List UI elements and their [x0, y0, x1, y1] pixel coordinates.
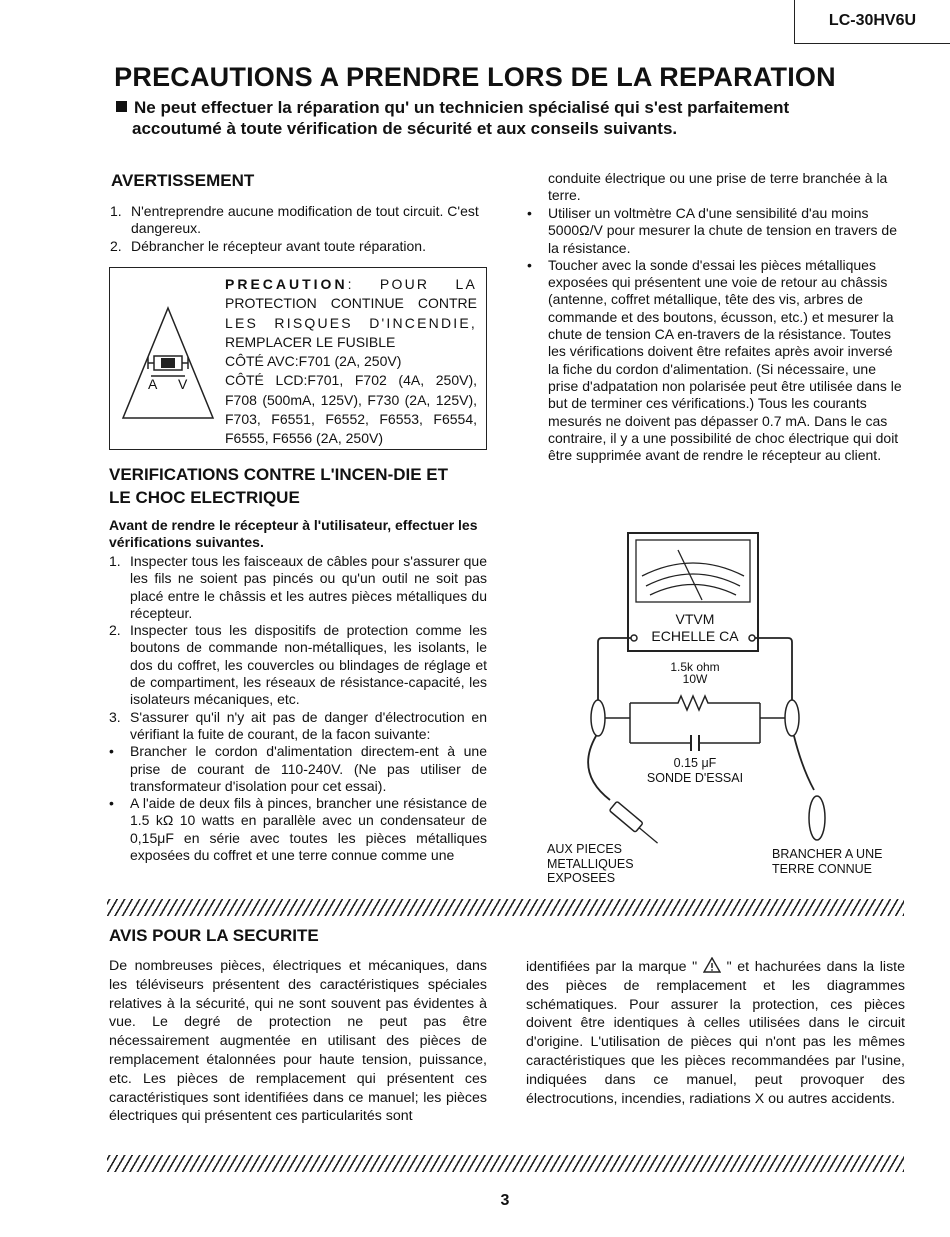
list-item: • Brancher le cordon d'alimentation directem-ent à une prise de courant de 110-240V. (Ne pas utiliser de transformateur d'isolation pour cet essai). [109, 743, 487, 794]
avis-heading: AVIS POUR LA SECURITE [109, 926, 319, 945]
hatched-divider [107, 899, 904, 916]
leakage-test-diagram [540, 528, 920, 888]
model-number: LC-30HV6U [794, 0, 950, 44]
list-item: 2. Débrancher le récepteur avant toute réparation. [110, 237, 426, 254]
precaution-text: PRECAUTION : POUR LA PROTECTION CONTINUE CONTRE LES RISQUES D'INCENDIE, REMPLACER LE FUSIBLE CÔTÉ AVC:F701 (2A, 250V) CÔTÉ LCD:F701, F702 (4A, 250V), F708 (500mA, 125V), F730 (2A, 125V), F703, F6551, F6552, F6553, F6554, F6555, F6556 (2A, 250V) [225, 276, 477, 447]
fuse-warning-icon [118, 306, 218, 426]
avis-left-text: De nombreuses pièces, électriques et mécaniques, dans les téléviseurs présentent des caractéristiques spéciales relatives à la sécurité, qui ne sont souvent pas évidentes à vue. Le degré de protection ne peut pas être nécessairement augmentée en utilisant des pièces de remplacement étalonnées pour haute tension, puissance, etc. Les pièces de remplacement qui présentent ces caractéristiques sont identifiées dans ce manuel; les pièces électriques qui présentent ces particularités sont [109, 958, 487, 1125]
resistor-label: 1.5k ohm 10W [670, 660, 720, 686]
fuse-symbol-a: A [148, 376, 158, 392]
intro-notice [116, 97, 916, 139]
warning-triangle-icon [703, 957, 721, 973]
avertissement-list [110, 203, 488, 255]
precaution-box [109, 267, 487, 450]
list-item: • Toucher avec la sonde d'essai les pièces métalliques exposées qui présentent une voie de retour au châssis (antenne, coffret métallique, tête des vis, arbres de commande et des boutons, écusson, etc.) et mesurer la chute de tension CA en-travers de la résistance. Toutes les vérifications doivent être refaites après avoir inversé la fiche du cordon d'alimentation. (Si nécessaire, une prise d'adpatation non polarisée peut être utilisée dans le but de terminer ces vérifications.) Tous les courants mesurés ne doivent pas dépasser 0.7 mA. Dans le cas contraire, il y a une possibilité de choc électrique qui doit être supprimée avant de rendre le récepteur au client. [527, 256, 902, 464]
list-item: • Utiliser un voltmètre CA d'une sensibilité d'au moins 5000Ω/V pour mesurer la chute de tension en travers de la résistance. [527, 205, 898, 256]
intro-line-2: accoutumé à toute vérification de sécurité et aux conseils suivants. [132, 119, 678, 138]
page-number: 3 [500, 1192, 510, 1209]
list-item: 1. Inspecter tous les faisceaux de câbles pour s'assurer que les fils ne soient pas pincés ou qu'un outil ne soit pas placé entre le châssis et les autres pièces métalliques du récepteur. [109, 553, 487, 621]
intro-line-1: Ne peut effectuer la réparation qu' un technicien spécialisé qui s'est parfaitement [134, 98, 790, 117]
list-item: 2. Inspecter tous les dispositifs de protection comme les boutons de commande non-métalliques, les isolants, le dos du coffret, les couvercles ou blindages de réglage et de compartiment, les réseaux de résistance-capacité, les isolateurs mécaniques, etc. [109, 622, 487, 708]
fuse-symbol-v: V [178, 376, 188, 392]
square-bullet-icon [116, 101, 127, 112]
ground-clip-icon [809, 796, 825, 840]
list-item: • A l'aide de deux fils à pinces, brancher une résistance de 1.5 kΩ 10 watts en parallèle avec un condensateur de 0,15μF en série avec toutes les pièces métalliques exposées du coffret et une terre connue comme une [109, 795, 487, 864]
verifications-list [109, 553, 487, 864]
avertissement-heading: AVERTISSEMENT [111, 171, 255, 190]
verifications-lead: Avant de rendre le récepteur à l'utilisateur, effectuer les vérifications suivantes. [109, 517, 478, 551]
verifications-heading: VERIFICATIONS CONTRE L'INCEN-DIE ET LE CHOC ELECTRIQUE [109, 465, 449, 507]
page-title: PRECAUTIONS A PRENDRE LORS DE LA REPARATION [114, 62, 836, 92]
list-item: 3. S'assurer qu'il n'y ait pas de danger d'électrocution en vérifiant la fuite de courant, de la facon suivante: [109, 708, 487, 742]
test-probe-icon [609, 801, 661, 847]
avis-right-text: identifiées par la marque " " et hachurées dans la liste des pièces de remplacement et les diagrammes schématiques. Pour assurer la protection, ces pièces doivent être identiques à celles utilisées dans le circuit d'origine. L'utilisation de pièces qui n'ont pas les mêmes caractéristiques que les pièces recommandées par l'usine, indiquées dans ce manuel, peut provoquer des électrocutions, incendies, radiations X ou autres accidents. [526, 959, 906, 1107]
list-item: 1. N'entreprendre aucune modification de tout circuit. C'est dangereux. [110, 203, 479, 237]
continuation-text: conduite électrique ou une prise de terre branchée à la terre. [548, 170, 888, 204]
resistor-symbol [630, 696, 760, 710]
capacitor-label: 0.15 μF SONDE D'ESSAI [646, 756, 744, 785]
hatched-divider-bottom [107, 1155, 904, 1172]
ground-label: BRANCHER A UNE TERRE CONNUE [772, 847, 883, 876]
exposed-parts-label: AUX PIECES METALLIQUES EXPOSEES [547, 842, 634, 885]
right-bullet-list [527, 205, 906, 464]
meter-label: VTVM ECHELLE CA [651, 611, 739, 644]
